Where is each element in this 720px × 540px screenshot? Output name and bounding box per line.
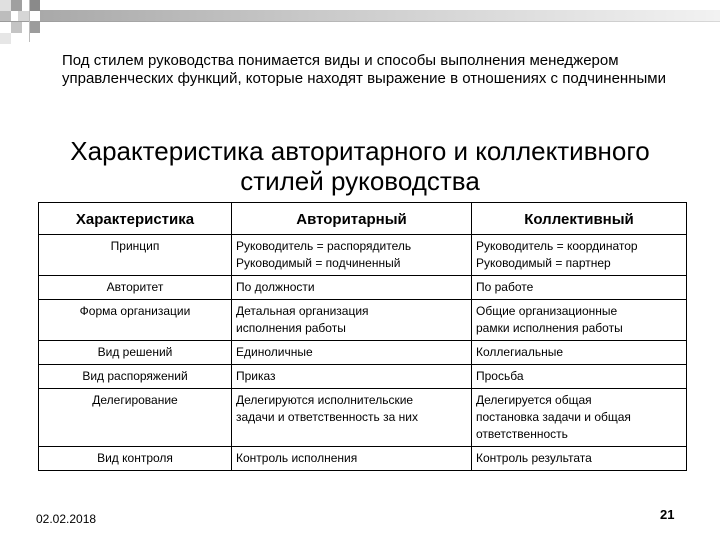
decorative-vertical-line: [29, 0, 30, 42]
cell-line: исполнения работы: [236, 321, 346, 335]
cell-line: рамки исполнения работы: [476, 321, 623, 335]
page-number: 21: [660, 507, 675, 522]
decorative-header-line: [0, 21, 720, 22]
header-collective: Коллективный: [472, 203, 687, 235]
cell-line: Руководимый = подчиненный: [236, 256, 401, 270]
authoritarian-cell: [232, 276, 472, 300]
table-row: [39, 276, 687, 300]
header-characteristic: Характеристика: [39, 203, 232, 235]
cell-line: Руководитель = распорядитель: [236, 239, 412, 253]
cell-line: Руководитель = координатор: [476, 239, 638, 253]
cell-line: По работе: [476, 280, 534, 294]
table-row: [39, 300, 687, 341]
cell-line: Детальная организация: [236, 304, 369, 318]
cell-line: По должности: [236, 280, 315, 294]
cell-line: Контроль результата: [476, 451, 592, 465]
authoritarian-cell: [232, 235, 472, 276]
cell-line: Приказ: [236, 369, 276, 383]
slide-title: [0, 136, 720, 196]
decorative-header-bar: [40, 10, 720, 21]
cell-line: Делегируются исполнительские: [236, 393, 414, 407]
cell-line: Руководимый = партнер: [476, 256, 611, 270]
collective-cell: [472, 447, 687, 471]
cell-line: Просьба: [476, 369, 524, 383]
authoritarian-cell: [232, 300, 472, 341]
collective-cell: [472, 276, 687, 300]
table-header-row: [39, 203, 687, 235]
collective-cell: [472, 341, 687, 365]
table-row: [39, 389, 687, 447]
cell-line: задачи и ответственность за них: [236, 410, 418, 424]
intro-paragraph: Под стилем руководства понимается виды и способы выполнения менеджером управленческих функций, которые находят выражение в отношениях с подчиненными: [62, 52, 666, 87]
row-label: Делегирование: [39, 389, 232, 447]
comparison-table: [38, 202, 687, 471]
authoritarian-cell: [232, 447, 472, 471]
collective-cell: [472, 389, 687, 447]
collective-cell: [472, 365, 687, 389]
row-label: Авторитет: [39, 276, 232, 300]
slide-title-line-1: Характеристика авторитарного и коллективного: [70, 136, 650, 166]
row-label: Вид решений: [39, 341, 232, 365]
authoritarian-cell: [232, 389, 472, 447]
collective-cell: [472, 235, 687, 276]
authoritarian-cell: [232, 365, 472, 389]
cell-line: Коллегиальные: [476, 345, 564, 359]
collective-cell: [472, 300, 687, 341]
table-row: [39, 365, 687, 389]
header-authoritarian: Авторитарный: [232, 203, 472, 235]
row-label: Вид распоряжений: [39, 365, 232, 389]
slide-title-line-2: стилей руководства: [240, 166, 480, 196]
cell-line: Единоличные: [236, 345, 313, 359]
table-row: [39, 341, 687, 365]
row-label: Форма организации: [39, 300, 232, 341]
cell-line: Общие организационные: [476, 304, 618, 318]
footer-date: 02.02.2018: [36, 512, 97, 526]
cell-line: Делегируется общая: [476, 393, 592, 407]
cell-line: ответственность: [476, 427, 568, 441]
authoritarian-cell: [232, 341, 472, 365]
table-row: [39, 235, 687, 276]
cell-line: Контроль исполнения: [236, 451, 358, 465]
cell-line: постановка задачи и общая: [476, 410, 631, 424]
row-label: Принцип: [39, 235, 232, 276]
table-row: [39, 447, 687, 471]
row-label: Вид контроля: [39, 447, 232, 471]
